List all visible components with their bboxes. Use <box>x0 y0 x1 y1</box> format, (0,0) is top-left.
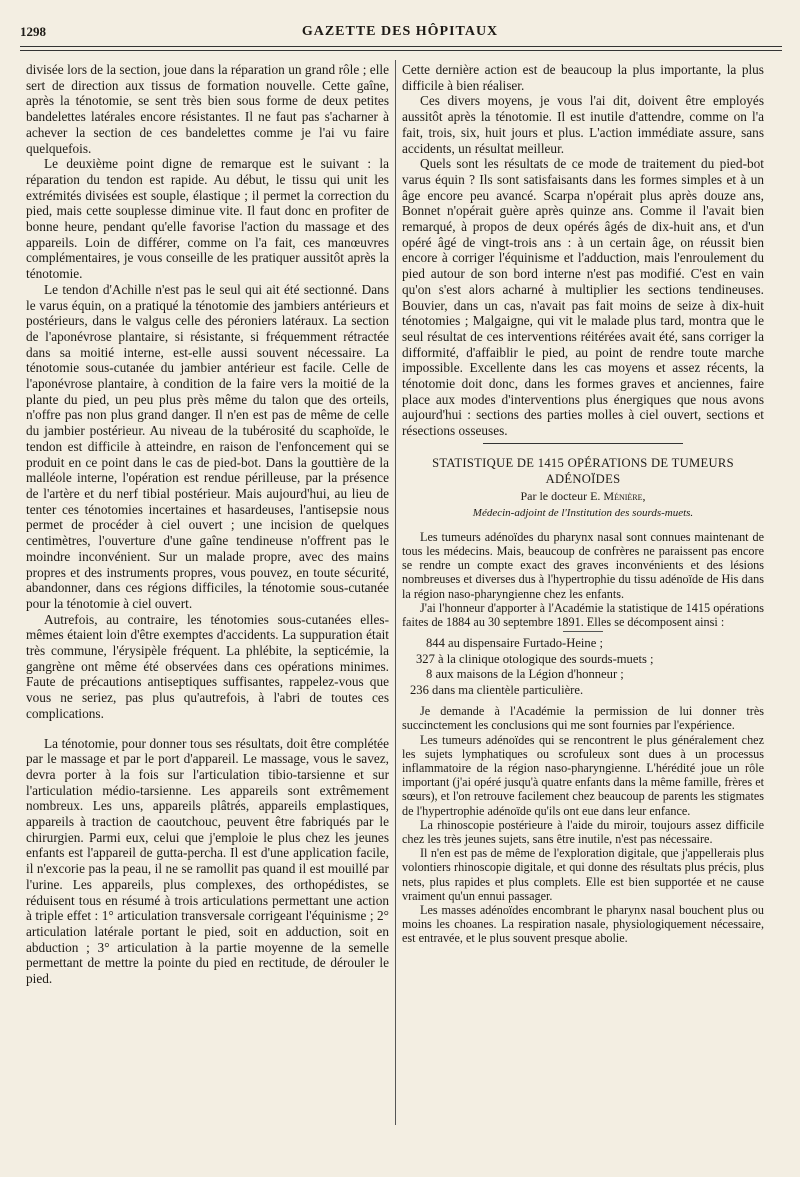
paragraph: Il n'en est pas de même de l'exploration digitale, que j'appellerais plus volontiers rhinoscopie digitale, et qui donne des résultats plus précis, plus nets, plus rapides et plus complets. Elle est bien supportée et ne cause vraiment qu'un ennui passager. <box>402 846 764 903</box>
right-column <box>402 62 764 946</box>
author-role: Médecin-adjoint de l'Institution des sourds-muets. <box>472 506 694 519</box>
paragraph: Ces divers moyens, je vous l'ai dit, doivent être employés aussitôt après la ténotomie. Il est inutile d'attendre, comme on l'a fait, trois, six, huit jours et plus. L'action immédiate assure, sans accidents, un résultat meilleur. <box>402 93 764 156</box>
list-item: 844 au dispensaire Furtado-Heine ; <box>426 636 603 651</box>
paragraph: Les masses adénoïdes encombrant le pharynx nasal bouchent plus ou moins les choanes. La respiration nasale, physiologiquement nécessaire, est entravée, et le plus souvent presque abolie. <box>402 902 764 946</box>
article-title: STATISTIQUE DE 1415 OPÉRATIONS DE TUMEURS ADÉNOÏDES <box>432 455 734 486</box>
paragraph: Cette dernière action est de beaucoup la plus importante, la plus difficile à bien réaliser. <box>402 62 764 93</box>
paragraph: Les tumeurs adénoïdes qui se rencontrent le plus généralement chez les sujets lymphatiques ou scrofuleux sont dues à un processus inflammatoire de la région naso-pharyngienne. L'hérédité joue un rôle important (j'ai opéré jusqu'à quatre enfants dans la même famille, frères et sœurs), et l'on retrouve facilement chez beaucoup de parents les stigmates de l'hypertrophie adénoïde qu'ils ont eue dans leur enfance. <box>402 732 764 818</box>
list-item: 327 à la clinique otologique des sourds-muets ; <box>416 651 654 666</box>
header-rule-bottom <box>20 50 782 51</box>
operations-list <box>402 636 764 698</box>
article-body <box>402 530 764 946</box>
header-rule-top <box>20 46 782 47</box>
paragraph: Le deuxième point digne de remarque est le suivant : la réparation du tendon est rapide. Au début, le tissu qui unit les extrémités divisées est souple, élastique ; il permet la correction du pied, mais cette souplesse diminue vite. Il faut donc en profiter de bonne heure, pendant qu'elle favorise l'action du massage et des appareils. Loin de différer, comme on l'a fait, ces manœuvres complémentaires, je vous conseille de les pratiquer aussitôt après la ténotomie. <box>26 156 389 282</box>
paragraph: Autrefois, au contraire, les ténotomies sous-cutanées elles-mêmes étaient loin d'être exemptes d'accidents. La suppuration était très commune, l'érysipèle fréquent. La phlébite, la septicémie, la gangrène ont même été observées dans ces opérations minimes. Faute de précautions antiseptiques suffisantes, rappelez-vous que vous ne seriez, pas plus qu'autrefois, à l'abri de toutes ces complications. <box>26 611 389 721</box>
paragraph: divisée lors de la section, joue dans la réparation un grand rôle ; elle sert de direction aux tissus de formation nouvelle. Cette gaîne, après la ténotomie, se sent très bien sous forme de deux petites bandelettes latérales encore résistantes. Il ne faut pas s'acharner à achever la section de ces bandelettes comme je l'ai vu faire quelquefois. <box>26 62 389 156</box>
paragraph: J'ai l'honneur d'apporter à l'Académie la statistique de 1415 opérations faites de 1884 au 30 septembre 1891. Elles se décomposent ainsi : <box>402 600 764 629</box>
journal-title: GAZETTE DES HÔPITAUX <box>301 24 499 39</box>
stats-divider <box>563 631 603 632</box>
article-author <box>402 489 764 505</box>
author-name: E. Ménière, <box>590 489 646 504</box>
paragraph: La rhinoscopie postérieure à l'aide du miroir, toujours assez difficile chez les très jeunes sujets, sans être inutile, n'est pas nécessaire. <box>402 817 764 846</box>
paragraph: Le tendon d'Achille n'est pas le seul qui ait été sectionné. Dans le varus équin, on a pratiqué la ténotomie des jambiers antérieurs et postérieurs, dans le valgus celle des péroniers latéraux. La section de l'aponévrose plantaire, si résistante, si fréquemment rétractée dans sa moitié interne, est-elle aussi souvent nécessaire. La ténotomie sous-cutanée du jambier antérieur est facile. Celle de l'aponévrose plantaire, à condition de la faire vers la moitié de la plante du pied, un peu plus près même du talon que des orteils, n'offre pas non plus grand danger. Il n'en est pas de même de celle du jambier postérieur. Au niveau de la tubérosité du scaphoïde, le tendon est difficile à atteindre, en raison de l'enfoncement qui se produit en ce point dans le cas de pied-bot. Dans la gouttière de la malléole interne, l'opération est rendue périlleuse, par la présence de l'artère et du nerf tibial postérieur. Mais aujourd'hui, au lieu de tenter ces ténotomies incertaines et hasardeuses, l'antisepsie nous permet de procéder à ciel ouvert ; une incision de quelques centimètres, l'ouverture d'une gaîne tendineuse n'offrent pas le moindre inconvénient. Sur un malade propre, avec des mains propres et des instruments propres, vous pouvez, en toute sécurité, abandonner, dans ces régions difficiles, la ténotomie sous-cutanée pour la ténotomie à ciel ouvert. <box>26 281 389 611</box>
author-prefix: Par le docteur <box>520 489 588 504</box>
column-separator <box>395 60 396 1125</box>
list-item: 8 aux maisons de la Légion d'honneur ; <box>426 667 624 682</box>
article-divider <box>483 443 683 444</box>
page-number: 1298 <box>20 24 46 39</box>
paragraph: Les tumeurs adénoïdes du pharynx nasal sont connues maintenant de tous les médecins. Mais, beaucoup de confrères ne paraissent pas encore se rendre un compte exact des graves inconvénients et des lésions nombreuses et diverses dus à l'hypertrophie du tissu adénoïde de His dans la région naso-pharyngienne chez les enfants. <box>402 529 764 601</box>
paragraph: Je demande à l'Académie la permission de lui donner très succinctement les conclusions qui me sont fournies par l'expérience. <box>402 704 764 733</box>
page-header <box>20 18 780 40</box>
list-item: 236 dans ma clientèle particulière. <box>410 682 584 697</box>
paragraph: La ténotomie, pour donner tous ses résultats, doit être complétée par le massage et par le port d'appareil. Le massage, vous le savez, devra porter à la fois sur l'articulation tibio-tarsienne et sur l'articulation médio-tarsienne. Les appareils sont extrêmement nombreux. Les uns, appareils plâtrés, appareils emplastiques, appareils à traction de caoutchouc, peuvent être fabriqués par le chirurgien. Parmi eux, celui que j'emploie le plus chez les jeunes enfants est l'appareil de gutta-percha. Il est d'une application facile, il n'excorie pas la peau, il ne se ramollit pas quand il est mouillé par l'urine. Les appareils, plus complexes, des orthopédistes, se réduisent tous en résumé à trois articulations permettant une action à triple effet : 1° articulation transversale corrigeant l'équinisme ; 2° articulation latérale portant le pied, soit en adduction, soit en abduction ; 3° articulation à la partie moyenne de la semelle permettant de mettre la pointe du pied en rectitude, de dérouler le pied. <box>26 735 389 987</box>
left-column <box>26 62 389 987</box>
paragraph: Quels sont les résultats de ce mode de traitement du pied-bot varus équin ? Ils sont satisfaisants dans les formes simples et à un âge encore peu avancé. Scarpa n'opérait plus après douze ans, Bonnet n'opérait guère après quinze ans. Comme il l'avait bien remarqué, à propos de deux opérés âgés de dix-huit ans, et d'un opéré âgé de vingt-trois ans : à un certain âge, on réussit bien encore à corriger l'équinisme et l'adduction, mais l'enroulement du pied autour de son bord interne n'est pas modifié. C'est en vain qu'on s'est alors acharné à multiplier les sections tendineuses. Bouvier, dans un cas, n'avait pas fait moins de seize à dix-huit ténotomies ; Malgaigne, qui vit le malade plus tard, montra que le seul résultat de ces interventions réitérées avait été, sans corriger la difformité, d'affaiblir le pied, au point de rendre toute marche impossible. Excellente dans les cas moyens et assez récents, la ténotomie doit donc, dans les formes graves et anciennes, faire place aux modes d'interventions plus énergiques que nous avons aujourd'hui : sections des parties molles à ciel ouvert, sections et résections osseuses. <box>402 156 764 439</box>
